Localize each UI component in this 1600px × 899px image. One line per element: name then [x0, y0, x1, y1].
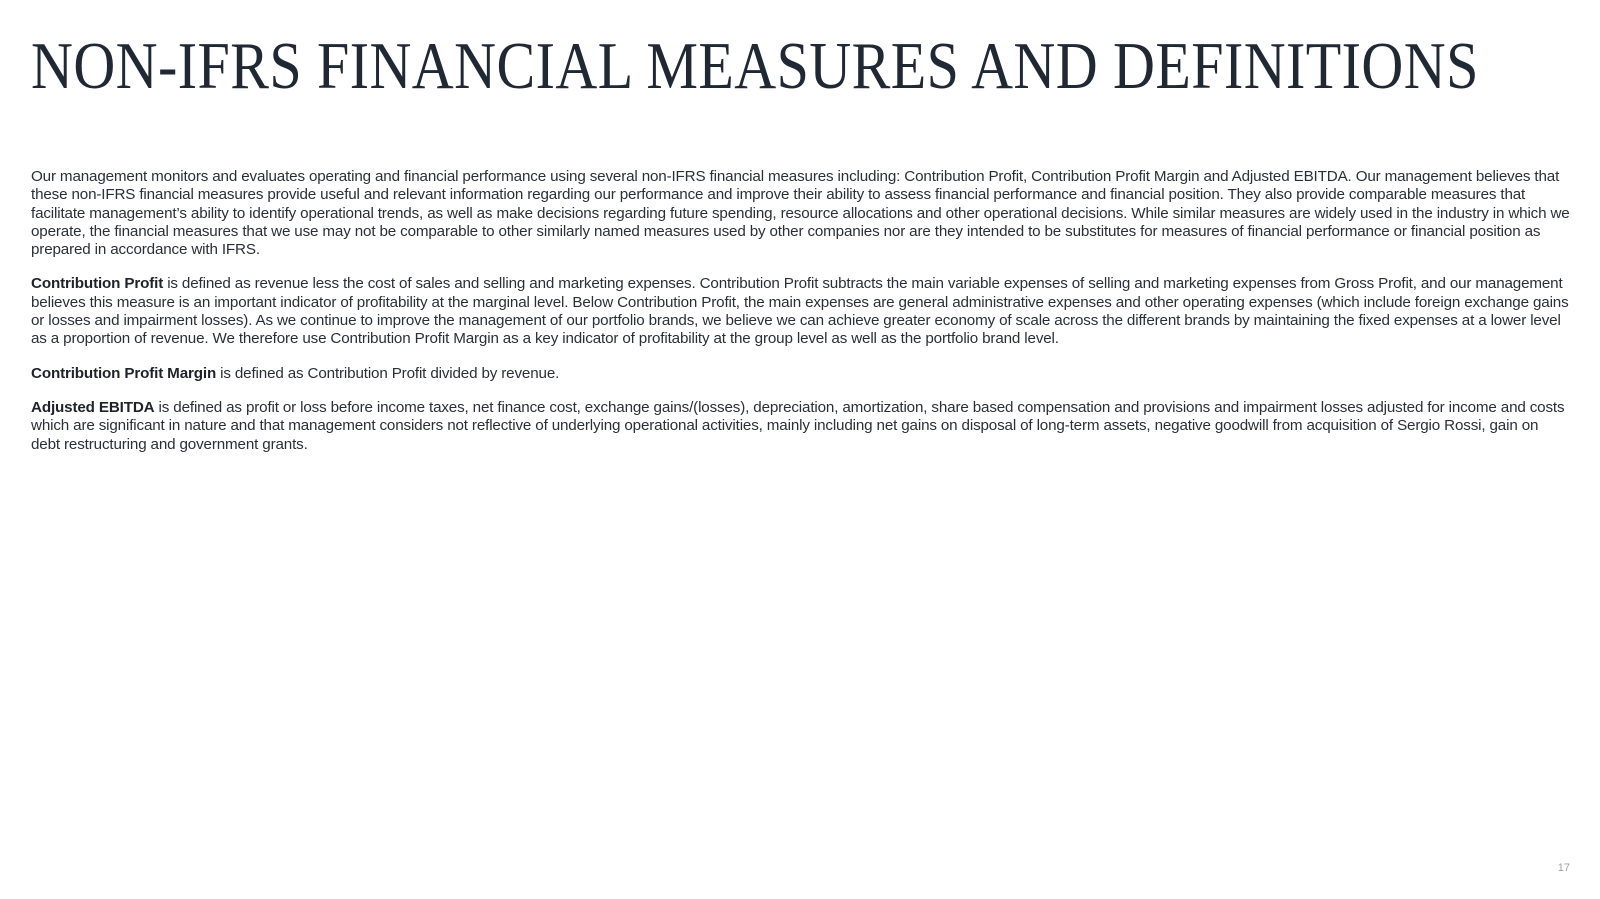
- page-title: NON-IFRS FINANCIAL MEASURES AND DEFINITIONS: [31, 29, 1479, 103]
- definition-term: Contribution Profit Margin: [31, 364, 217, 382]
- definition-text: is defined as revenue less the cost of sales and selling and marketing expenses. Contribution Profit subtracts the main variable expenses of selling and marketing expenses from Gross Profit, and our management believes this measure is an important indicator of profitability at the marginal level. Below Contribution Profit, the main expenses are general administrative expenses and other operating expenses (which include foreign exchange gains or losses and impairment losses). As we continue to improve the management of our portfolio brands, we believe we can achieve greater economy of scale across the different brands by maintaining the fixed expenses at a lower level as a proportion of revenue. We therefore use Contribution Profit Margin as a key indicator of profitability at the group level as well as the portfolio brand level.: [31, 275, 1569, 348]
- definition-adjusted-ebitda: [31, 399, 1571, 454]
- definition-contribution-profit: [31, 275, 1571, 348]
- definition-term: Adjusted EBITDA: [31, 398, 155, 416]
- definition-text: is defined as profit or loss before income taxes, net finance cost, exchange gains/(losses), depreciation, amortization, share based compensation and provisions and impairment losses adjusted for income and costs which are significant in nature and that management considers not reflective of underlying operational activities, mainly including net gains on disposal of long-term assets, negative goodwill from acquisition of Sergio Rossi, gain on debt restructuring and government grants.: [31, 398, 1565, 453]
- definition-term: Contribution Profit: [31, 275, 164, 293]
- definition-contribution-profit-margin: [31, 365, 1571, 383]
- definition-text: is defined as Contribution Profit divided by revenue.: [216, 364, 560, 382]
- intro-paragraph: Our management monitors and evaluates operating and financial performance using several non-IFRS financial measures including: Contribution Profit, Contribution Profit Margin and Adjusted EBITDA. Our management believes that these non-IFRS financial measures provide useful and relevant information regarding our performance and improve their ability to assess financial performance and financial position. They also provide comparable measures that facilitate management’s ability to identify operational trends, as well as make decisions regarding future spending, resource allocations and other operational decisions. While similar measures are widely used in the industry in which we operate, the financial measures that we use may not be comparable to other similarly named measures used by other companies nor are they intended to be substitutes for measures of financial performance or financial position as prepared in accordance with IFRS.: [31, 168, 1570, 259]
- page-number: 17: [1557, 862, 1570, 874]
- body-text: [31, 168, 1571, 470]
